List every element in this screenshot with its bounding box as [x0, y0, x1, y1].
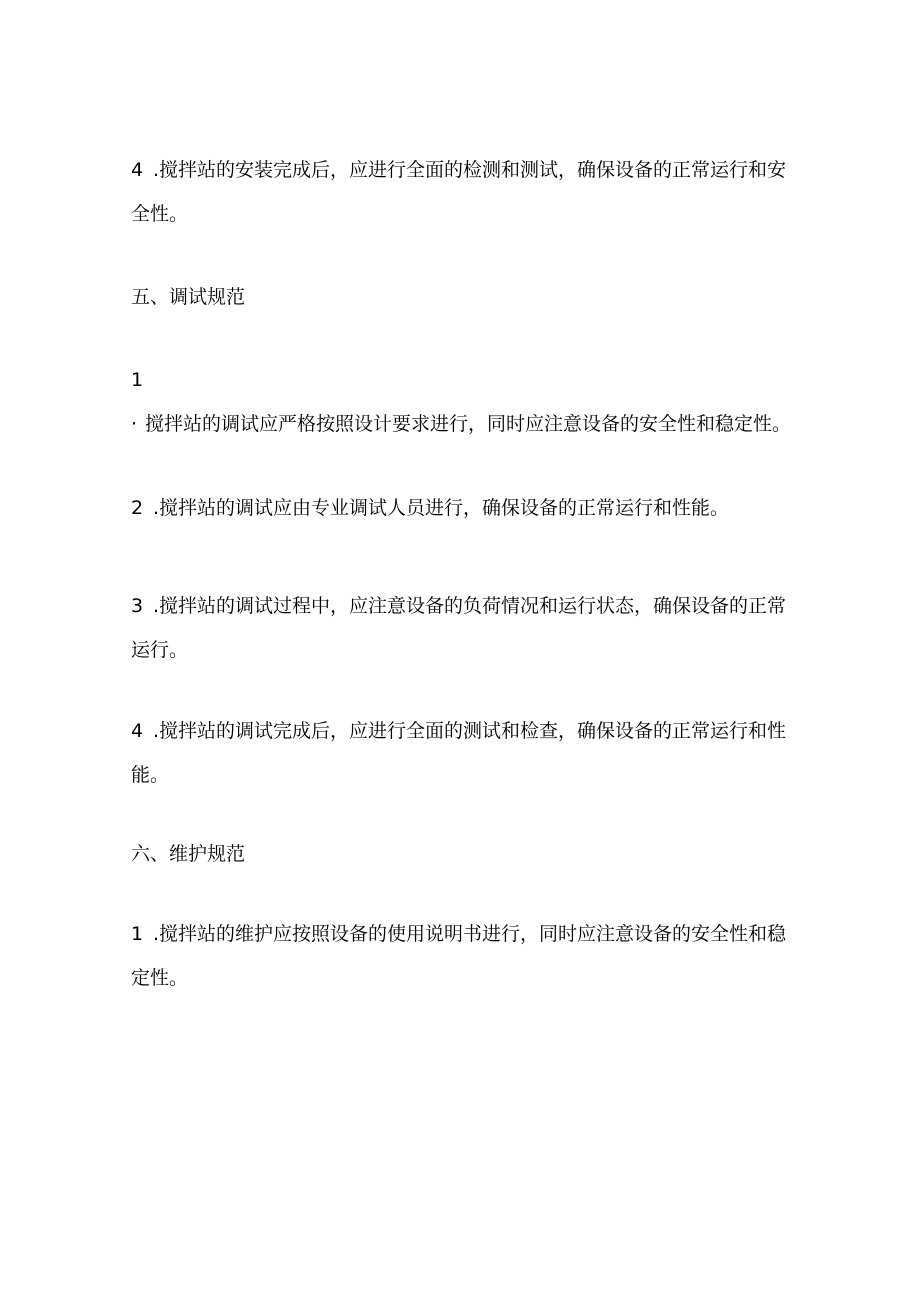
paragraph-debug-4 [131, 709, 796, 797]
paragraph-debug-1 [131, 358, 796, 446]
section-heading-maintenance: 六、维护规范 [131, 843, 246, 865]
paragraph-debug-3 [131, 584, 796, 672]
section-heading-debug: 五、调试规范 [131, 286, 246, 308]
paragraph-install-4 [131, 148, 796, 236]
item-number: 1· [131, 369, 144, 435]
paragraph-text: .搅拌站的维护应按照设备的使用说明书进行，同时应注意设备的安全性和稳定性。 [131, 923, 787, 989]
item-number: 1 [131, 923, 144, 945]
paragraph-text: .搅拌站的调试过程中，应注意设备的负荷情况和运行状态，确保设备的正常运行。 [131, 595, 787, 661]
paragraph-text: .搅拌站的安装完成后，应进行全面的检测和测试，确保设备的正常运行和安全性。 [131, 159, 787, 225]
item-number: 4 [131, 159, 144, 181]
paragraph-text: 搅拌站的调试应严格按照设计要求进行，同时应注意设备的安全性和稳定性。 [145, 413, 792, 435]
paragraph-text: .搅拌站的调试应由专业调试人员进行，确保设备的正常运行和性能。 [153, 497, 730, 519]
paragraph-maintenance-1 [131, 912, 796, 1000]
item-number: 2 [131, 497, 144, 519]
item-number: 4 [131, 720, 144, 742]
paragraph-debug-2 [131, 486, 796, 530]
paragraph-text: .搅拌站的调试完成后，应进行全面的测试和检查，确保设备的正常运行和性能。 [131, 720, 787, 786]
item-number: 3 [131, 595, 144, 617]
